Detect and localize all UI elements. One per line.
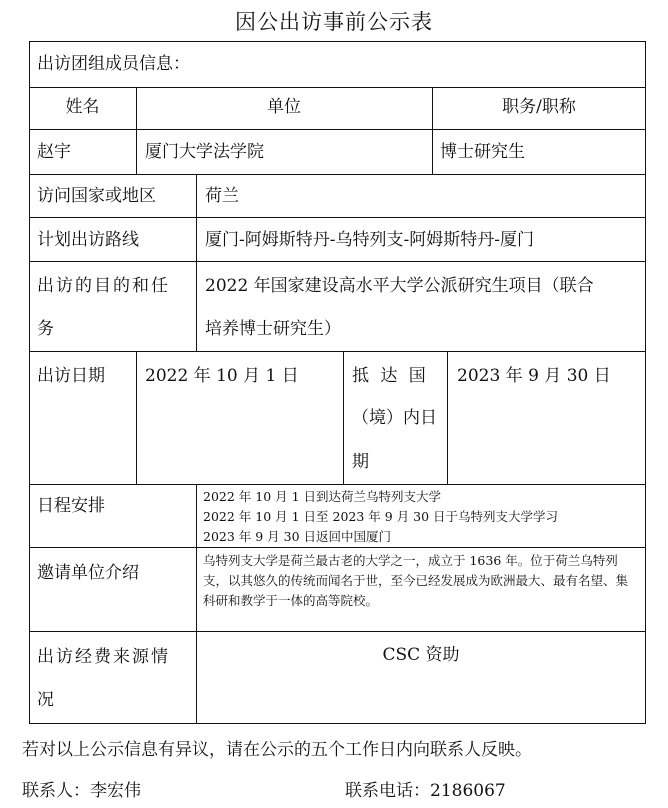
member-unit: 厦门大学法学院 [145, 142, 264, 162]
arrive-value: 2023 年 9 月 30 日 [457, 366, 611, 386]
schedule-item: 2023 年 9 月 30 日返回中国厦门 [203, 529, 392, 544]
page-title: 因公出访事前公示表 [235, 10, 433, 34]
funding-value: CSC 资助 [382, 645, 460, 665]
purpose-label-line1: 出访的目的和任 [37, 276, 170, 296]
arrive-label-line1: 抵 达 国 [352, 366, 429, 386]
arrive-label-line2: （境）内日 [352, 408, 437, 428]
header-name: 姓名 [65, 97, 100, 117]
row-divider [29, 631, 646, 632]
purpose-label-line2: 务 [37, 319, 54, 339]
col-divider [196, 484, 197, 724]
member-position: 博士研究生 [440, 142, 525, 162]
col-divider [136, 351, 137, 484]
row-divider [29, 174, 646, 175]
route-label: 计划出访路线 [37, 230, 139, 250]
inviter-label: 邀请单位介绍 [37, 563, 139, 583]
row-divider [29, 547, 646, 548]
schedule-item: 2022 年 10 月 1 日到达荷兰乌特列支大学 [203, 489, 442, 504]
purpose-value-line2: 培养博士研究生） [205, 319, 341, 339]
funding-label-line1: 出访经费来源情 [37, 647, 170, 667]
contact-person: 联系人：李宏伟 [22, 781, 141, 801]
header-position: 职务/职称 [502, 97, 576, 117]
row-divider [29, 217, 646, 218]
header-unit: 单位 [267, 97, 301, 117]
row-divider [29, 261, 646, 262]
country-value: 荷兰 [205, 186, 239, 206]
arrive-label-line3: 期 [352, 452, 369, 472]
depart-label: 出访日期 [37, 366, 105, 386]
route-value: 厦门-阿姆斯特丹-乌特列支-阿姆斯特丹-厦门 [205, 230, 534, 250]
schedule-item: 2022 年 10 月 1 日至 2023 年 9 月 30 日于乌特列支大学学习 [203, 509, 559, 524]
row-divider [29, 87, 646, 88]
purpose-value-line1: 2022 年国家建设高水平大学公派研究生项目（联合 [205, 276, 594, 296]
row-divider [29, 351, 646, 352]
col-divider [343, 351, 344, 484]
member-name: 赵宇 [37, 142, 71, 162]
col-divider [196, 174, 197, 351]
contact-phone: 联系电话：2186067 [345, 781, 506, 801]
members-label: 出访团组成员信息： [37, 54, 190, 74]
depart-value: 2022 年 10 月 1 日 [145, 366, 299, 386]
inviter-description: 乌特列支大学是荷兰最古老的大学之一，成立于 1636 年。位于荷兰乌特列支，以其悠久的传统而闻名于世，至今已经发展成为欧洲最大、最有名望、集科研和教学于一体的高等院校。 [203, 553, 629, 608]
row-divider [29, 129, 646, 130]
country-label: 访问国家或地区 [37, 186, 156, 206]
funding-label-line2: 况 [37, 690, 54, 710]
objection-notice: 若对以上公示信息有异议，请在公示的五个工作日内向联系人反映。 [22, 740, 532, 760]
schedule-label: 日程安排 [37, 496, 105, 516]
row-divider [29, 484, 646, 485]
col-divider [447, 351, 448, 484]
